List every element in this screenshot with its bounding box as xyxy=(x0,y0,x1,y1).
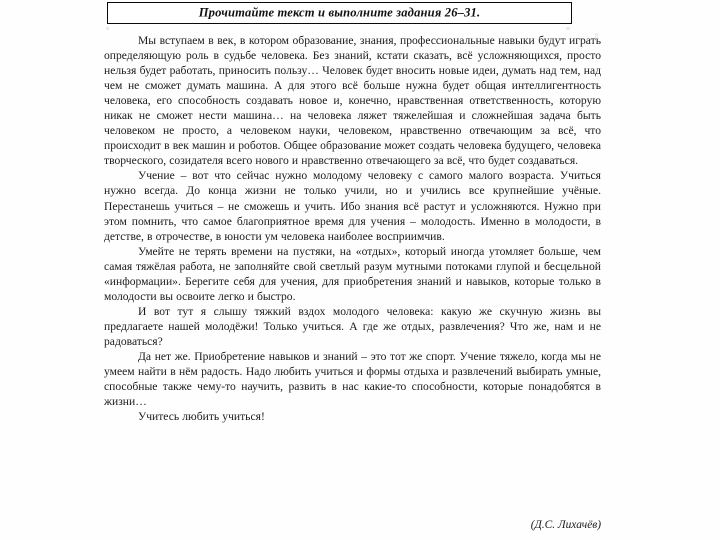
author-attribution: (Д.С. Лихачёв) xyxy=(530,519,601,531)
instruction-header-box xyxy=(107,2,572,24)
paragraph: Да нет же. Приобретение навыков и знаний – это тот же спорт. Учение тяжело, когда мы не умеем найти в нём радость. Надо любить учиться и формы отдыха и развлечений выбирать умные, способные также чему-то научить, развить в нас какие-то способности, которые понадобятся в жизни… xyxy=(104,349,601,409)
paragraph: Умейте не терять времени на пустяки, на «отдых», который иногда утомляет больше, чем самая тяжёлая работа, не заполняйте свой светлый разум мутными потоками глупой и бесцельной «информации». Берегите себя для учения, для приобретения знаний и навыков, которые только в молодости вы освоите легко и быстро. xyxy=(104,244,601,303)
paragraph: Учение – вот что сейчас нужно молодому человеку с самого малого возраста. Учиться нужно всегда. До конца жизни не только учили, но и учились все крупнейшие учёные. Перестанешь учиться – не сможешь и учить. Ибо знания всё растут и усложняются. Нужно при этом помнить, что самое благоприятное время для учения – молодость. Именно в молодости, в детстве, в отрочестве, в юности ум человека наиболее восприимчив. xyxy=(104,169,601,243)
paragraph: Мы вступаем в век, в котором образование, знания, профессиональные навыки будут играть определяющую роль в судьбе человека. Без знаний, кстати сказать, всё усложняющихся, просто нельзя будет работать, приносить пользу… Человек будет вносить новые идеи, думать над тем, над чем не сможет думать машина. А для этого всё больше нужна будет общая интеллигентность человека, его способность создавать новое и, конечно, нравственная ответственность, которую никак не сможет нести машина… на человека ляжет тяжелейшая и сложнейшая задача быть человеком не просто, а человеком науки, человеком, нравственно отвечающим за всё, что происходит в век машин и роботов. Общее образование может создать человека будущего, человека творческого, созидателя всего нового и нравственно отвечающего за всё, что будет создаваться. xyxy=(104,34,601,168)
passage-body xyxy=(104,33,601,424)
paragraph: Учитесь любить учиться! xyxy=(138,410,265,424)
paragraph: И вот тут я слышу тяжкий вздох молодого человека: какую же скучную жизнь вы предлагаете нашей молодёжи! Только учиться. А где же отдых, развлечения? Что же, нам и не радоваться? xyxy=(104,304,601,348)
instruction-text: Прочитайте текст и выполните задания 26–31. xyxy=(198,5,481,20)
scan-artifact xyxy=(106,27,109,30)
scan-artifact xyxy=(566,27,570,30)
